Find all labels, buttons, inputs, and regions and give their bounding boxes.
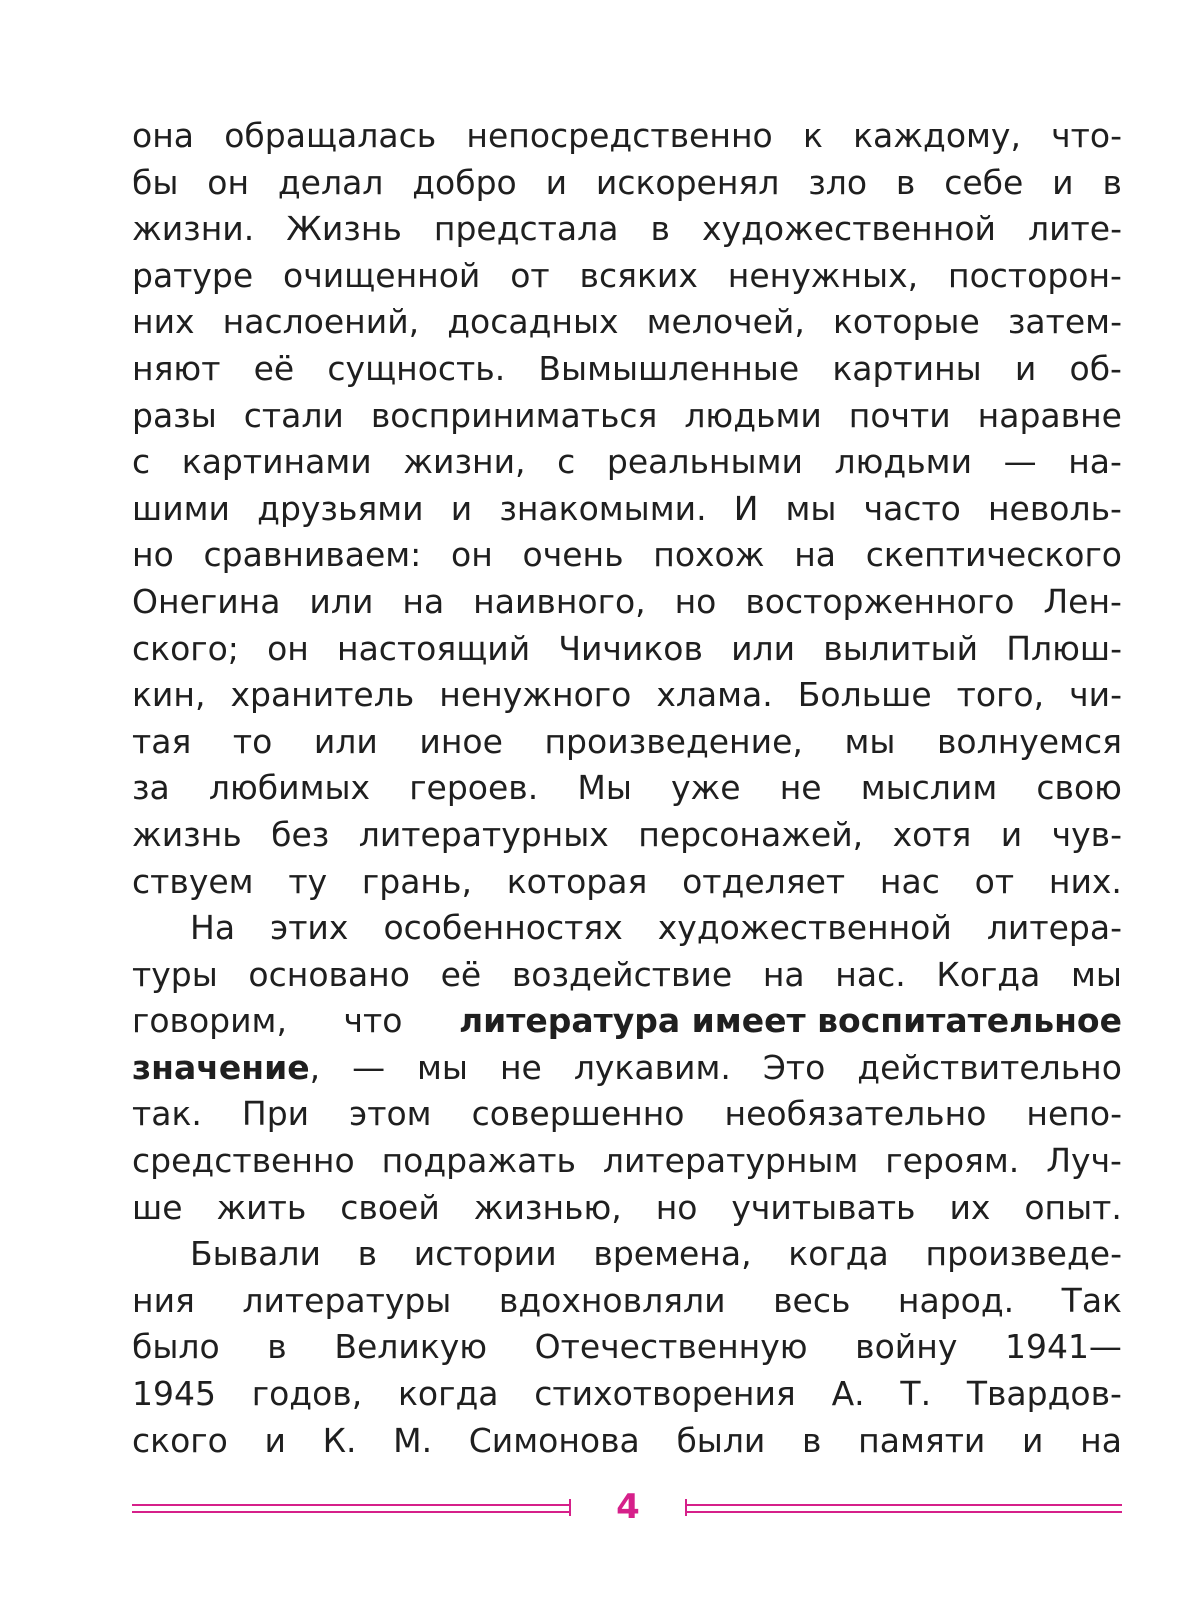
word: что (343, 1001, 403, 1041)
word: хлама. (656, 675, 773, 715)
text-line (132, 1185, 1122, 1232)
word: хранитель (230, 675, 415, 715)
word: и (450, 488, 473, 528)
word: каждому, (853, 116, 1021, 155)
word: и (1000, 814, 1023, 854)
word: лите- (1028, 209, 1122, 249)
word: жизнь (132, 814, 242, 854)
word: жизнью, (473, 1187, 622, 1227)
word: учитывать (731, 1187, 916, 1227)
word: необязательно (724, 1094, 987, 1134)
word: не (499, 1047, 542, 1087)
text-line (132, 206, 1122, 253)
word: добро (412, 162, 517, 202)
word: При (241, 1094, 310, 1134)
word: когда (788, 1234, 889, 1274)
text-line (132, 1371, 1122, 1418)
text-line (132, 859, 1122, 906)
word: или (731, 628, 796, 668)
word: знакомыми. (499, 488, 707, 528)
word: наравне (977, 395, 1122, 435)
word: 1945 (132, 1374, 216, 1414)
word: ствуем (132, 861, 254, 901)
word: художественной (701, 209, 996, 249)
word: уже (671, 768, 741, 808)
text-line (132, 579, 1122, 626)
word: разы (132, 395, 217, 435)
word: людьми (834, 442, 973, 482)
word: на (402, 581, 445, 621)
word: этом (349, 1094, 432, 1134)
word: но (655, 1187, 698, 1227)
word: нас. (835, 954, 906, 994)
word: стихотворения (534, 1374, 796, 1414)
word: картины (832, 348, 982, 388)
word: иное (419, 721, 503, 761)
text-line (132, 998, 1122, 1045)
text-line (132, 1045, 1122, 1092)
word: подражать (381, 1141, 576, 1181)
word: художественной (657, 908, 952, 948)
word: Симонова (468, 1420, 640, 1460)
word: отделяет (682, 861, 846, 901)
text-line (132, 672, 1122, 719)
word: опыт. (1024, 1187, 1122, 1227)
word: ния (132, 1280, 195, 1320)
word: ского (132, 1420, 228, 1460)
word: искоренял (595, 162, 780, 202)
word: наслоений, (222, 302, 420, 342)
word: восторженного (745, 581, 1015, 621)
word: бы (132, 162, 179, 202)
word: истории (413, 1234, 557, 1274)
word: грань, (361, 861, 472, 901)
word: того, (956, 675, 1045, 715)
word: реальными (606, 442, 803, 482)
text-line (132, 532, 1122, 579)
bold-term: значение (132, 1047, 310, 1087)
word: её (253, 348, 295, 388)
word: Плюш- (1006, 628, 1122, 668)
word: А. (831, 1374, 865, 1414)
word: себе (944, 162, 1024, 202)
word: вылитый (823, 628, 979, 668)
word: на (762, 954, 805, 994)
word: Так (1061, 1280, 1122, 1320)
word: литера- (986, 908, 1122, 948)
word: когда (398, 1374, 499, 1414)
word: народ. (897, 1280, 1015, 1320)
word: войну (855, 1327, 958, 1367)
word: чи- (1069, 675, 1122, 715)
word: часто (863, 488, 961, 528)
word: в (650, 209, 670, 249)
page-number: 4 (616, 1487, 640, 1527)
word: Великую (334, 1327, 488, 1367)
word: но (132, 535, 174, 575)
word: так. (132, 1094, 202, 1134)
word: Это (762, 1047, 826, 1087)
word: Вымышленные (538, 348, 800, 388)
word: сущность. (327, 348, 506, 388)
word: к (802, 116, 823, 155)
paragraph-start-line (132, 905, 1122, 952)
word: мыслим (860, 768, 998, 808)
word: На (190, 908, 236, 948)
word: Т. (900, 1374, 932, 1414)
word: 1941— (1004, 1327, 1122, 1367)
word: памяти (858, 1420, 986, 1460)
word: и (545, 162, 568, 202)
word: воздействие (511, 954, 733, 994)
word: особенностях (383, 908, 623, 948)
word: с (132, 442, 151, 482)
word: он (207, 162, 250, 202)
word: персонажей, (638, 814, 864, 854)
word: мы (844, 721, 896, 761)
word: героев. (409, 768, 539, 808)
word: и (264, 1420, 286, 1460)
text-line (132, 1324, 1122, 1371)
word: мы (785, 488, 837, 528)
word: то (232, 721, 273, 761)
word: она (132, 116, 194, 155)
word: от (510, 255, 550, 295)
text-line (132, 486, 1122, 533)
word: предстала (433, 209, 619, 249)
word: Луч- (1046, 1141, 1122, 1181)
text-line (132, 812, 1122, 859)
word: Лен- (1043, 581, 1122, 621)
word: Онегина (132, 581, 281, 621)
word: в (895, 162, 916, 202)
word: Мы (577, 768, 632, 808)
word: картинами (181, 442, 372, 482)
word: делал (277, 162, 384, 202)
word: произведение, (544, 721, 803, 761)
word: зло (808, 162, 868, 202)
word: литературным (602, 1141, 859, 1181)
word: ту (288, 861, 328, 901)
word: И (733, 488, 759, 528)
word: затем- (1007, 302, 1122, 342)
word: настоящий (337, 628, 531, 668)
footer-rule-right (685, 1504, 1122, 1513)
word: не (779, 768, 822, 808)
word: непосредственно (466, 116, 773, 155)
word: действительно (857, 1047, 1122, 1087)
text-line (132, 160, 1122, 207)
text-line (132, 439, 1122, 486)
word: стали (243, 395, 344, 435)
word: совершенно (471, 1094, 685, 1134)
word: , (309, 1047, 321, 1087)
text-line (132, 253, 1122, 300)
word: мелочей, (646, 302, 805, 342)
word: в (1102, 162, 1122, 202)
word: М. (393, 1420, 433, 1460)
word: очень (522, 535, 624, 575)
text-line (132, 393, 1122, 440)
word: в (267, 1327, 287, 1367)
text-line (132, 299, 1122, 346)
word: ненужных, (727, 255, 919, 295)
word: них (132, 302, 195, 342)
word: литературы (242, 1280, 452, 1320)
paragraph-start-line (132, 1231, 1122, 1278)
word: почти (848, 395, 951, 435)
word: волнуемся (936, 721, 1122, 761)
word: нас (879, 861, 940, 901)
text-line (132, 346, 1122, 393)
text-line (132, 113, 1122, 160)
word: Чичиков (558, 628, 703, 668)
word: но (674, 581, 717, 621)
word: основано (248, 954, 410, 994)
text-line (132, 765, 1122, 812)
word: он (451, 535, 493, 575)
word: героям. (885, 1141, 1020, 1181)
word: годов, (251, 1374, 363, 1414)
word: на (1080, 1420, 1122, 1460)
text-line (132, 1418, 1122, 1465)
word: времена, (593, 1234, 752, 1274)
word: людьми (684, 395, 822, 435)
word: сравниваем: (203, 535, 422, 575)
word: похож (653, 535, 765, 575)
word: было (132, 1327, 220, 1367)
word: этих (270, 908, 349, 948)
text-line (132, 626, 1122, 673)
word: Больше (797, 675, 932, 715)
word: об- (1069, 348, 1122, 388)
word: он (267, 628, 309, 668)
word: литературных (358, 814, 609, 854)
word: на- (1068, 442, 1122, 482)
word: за (132, 768, 170, 808)
word: мы (1070, 954, 1122, 994)
word: чув- (1051, 814, 1122, 854)
text-line (132, 719, 1122, 766)
word: непо- (1026, 1094, 1122, 1134)
word: всяких (579, 255, 698, 295)
word: любимых (208, 768, 371, 808)
word: и (1022, 1420, 1044, 1460)
word: весь (773, 1280, 851, 1320)
word: — (1003, 442, 1037, 482)
word: лукавим. (573, 1047, 731, 1087)
word: кин, (132, 675, 206, 715)
word: что- (1051, 116, 1122, 155)
word: скептического (865, 535, 1122, 575)
word: неволь- (987, 488, 1122, 528)
word: жизни, (403, 442, 526, 482)
word: произведе- (925, 1234, 1122, 1274)
word: них. (1048, 861, 1122, 901)
word: Бывали (190, 1234, 321, 1274)
word: посторон- (948, 255, 1122, 295)
word: в (802, 1420, 822, 1460)
word: тая (132, 721, 192, 761)
word: хотя (892, 814, 972, 854)
text-line (132, 1138, 1122, 1185)
word: К. (322, 1420, 357, 1460)
word: с (557, 442, 576, 482)
word: от (974, 861, 1015, 901)
word: друзьями (257, 488, 424, 528)
word: мы (417, 1047, 468, 1087)
word: ского; (132, 628, 239, 668)
word: которые (832, 302, 980, 342)
word: её (440, 954, 482, 994)
word: без (271, 814, 330, 854)
text-line (132, 1091, 1122, 1138)
word: говорим, (132, 1001, 287, 1041)
page-footer (132, 1487, 1122, 1530)
word: и (1052, 162, 1074, 202)
word: обращалась (224, 116, 437, 155)
word: или (313, 721, 378, 761)
word: наивного, (473, 581, 646, 621)
word: были (676, 1420, 766, 1460)
word: или (309, 581, 374, 621)
word: Когда (936, 954, 1041, 994)
word: шими (132, 488, 230, 528)
word: ненужного (439, 675, 632, 715)
word: ратуре (132, 255, 254, 295)
word: на (794, 535, 837, 575)
text-line (132, 952, 1122, 999)
word: Жизнь (286, 209, 402, 249)
word: жизни. (132, 209, 255, 249)
bold-term-with-comma (132, 1045, 320, 1092)
word: свою (1036, 768, 1122, 808)
word: которая (506, 861, 648, 901)
word: очищенной (283, 255, 481, 295)
bold-term: литература имеет воспитательное (458, 1001, 1122, 1041)
word: вдохновляли (498, 1280, 726, 1320)
word: восприниматься (370, 395, 658, 435)
footer-rule-left (132, 1504, 569, 1513)
word: ше (132, 1187, 183, 1227)
word: своей (340, 1187, 440, 1227)
body-text (132, 113, 1122, 1464)
word: в (357, 1234, 378, 1274)
word: Отечественную (534, 1327, 808, 1367)
text-line (132, 1278, 1122, 1325)
word: туры (132, 954, 218, 994)
word: средственно (132, 1141, 355, 1181)
word: жить (216, 1187, 307, 1227)
word: Твардов- (966, 1374, 1122, 1414)
word: досадных (447, 302, 619, 342)
word: их (949, 1187, 991, 1227)
word: няют (132, 348, 221, 388)
word: и (1014, 348, 1037, 388)
word: — (352, 1047, 386, 1087)
